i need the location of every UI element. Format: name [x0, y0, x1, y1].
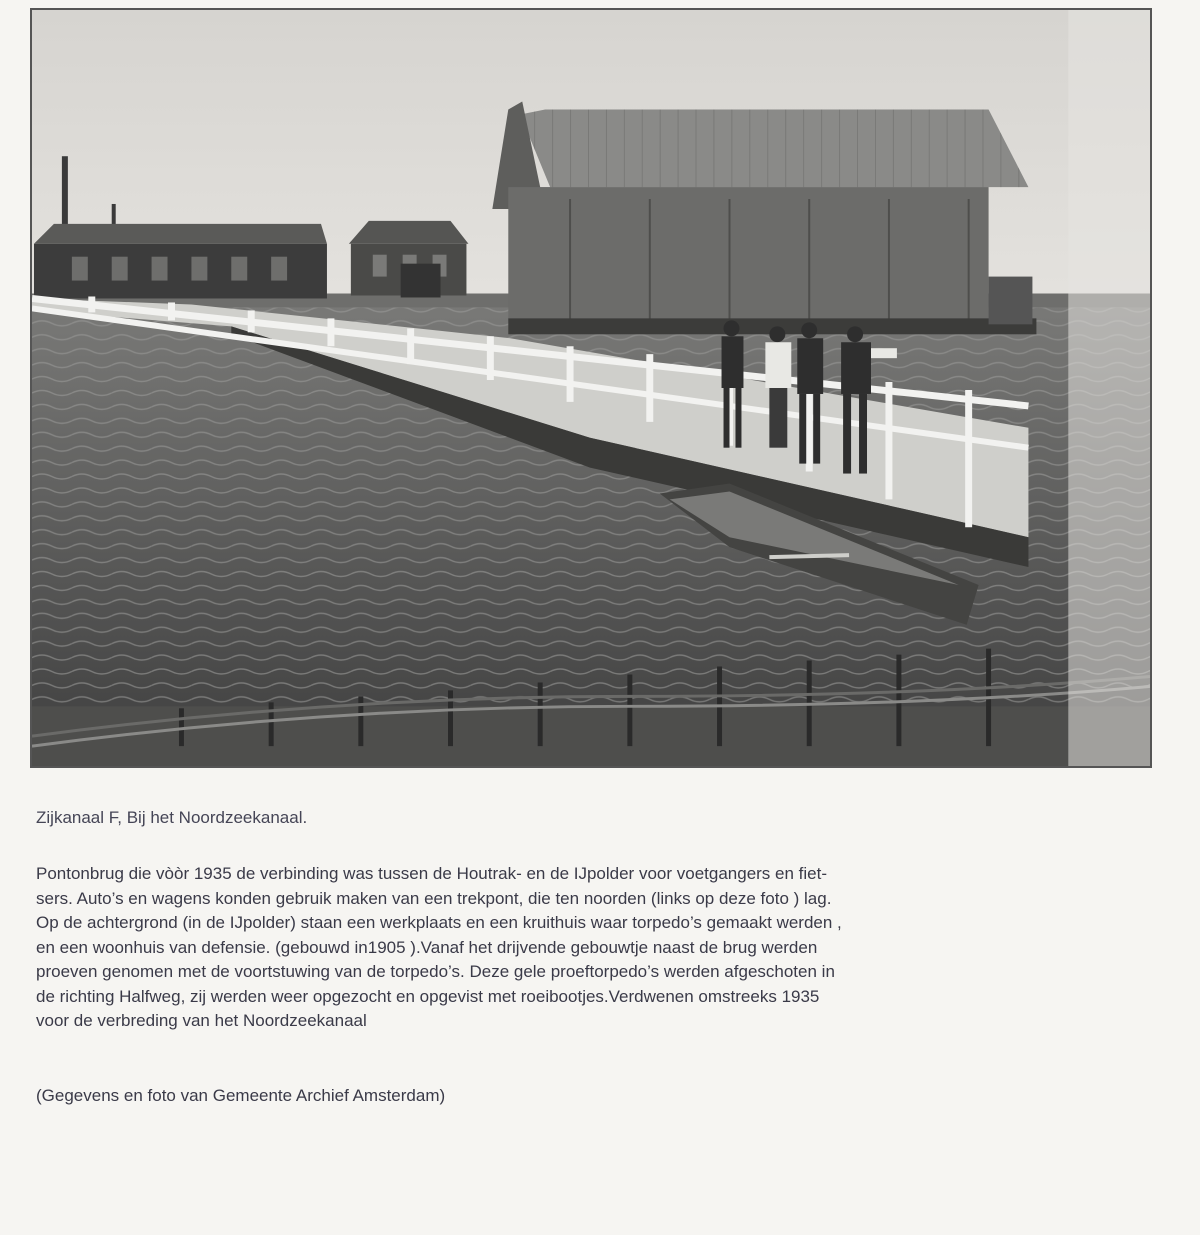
caption-line: Op de achtergrond (in de IJpolder) staan een werkplaats en een kruithuis waar torpedo’s gemaakt werden ,: [36, 913, 842, 932]
caption-title: Zijkanaal F, Bij het Noordzeekanaal.: [36, 808, 308, 827]
caption-line: sers. Auto’s en wagens konden gebruik maken van een trekpont, die ten noorden (links op deze foto ) lag.: [36, 888, 832, 908]
caption-line: en een woonhuis van defensie. (gebouwd in1905 ).Vanaf het drijvende gebouwtje naast de brug werden: [36, 937, 818, 957]
foreground-bank: [32, 706, 1150, 766]
caption-body: [36, 862, 1156, 1034]
caption-line: de richting Halfweg, zij werden weer opgezocht en opgevist met roeibootjes.Verdwenen omstreeks 1935: [36, 986, 820, 1006]
defence-house: [349, 221, 469, 298]
caption-line: voor de verbreding van het Noordzeekanaal: [36, 1011, 367, 1030]
floating-test-building: [492, 102, 1036, 335]
pontoon-bridge-photo: [32, 10, 1150, 766]
caption-line: Pontonbrug die vòòr 1935 de verbinding was tussen de Houtrak- en de IJpolder voor voetgangers en fiet-: [36, 864, 827, 883]
historic-photo: [30, 8, 1152, 768]
source-credit: (Gegevens en foto van Gemeente Archief Amsterdam): [36, 1086, 446, 1105]
caption-line: proeven genomen met de voortstuwing van de torpedo’s. Deze gele proeftorpedo’s werden afgeschoten in: [36, 962, 835, 981]
